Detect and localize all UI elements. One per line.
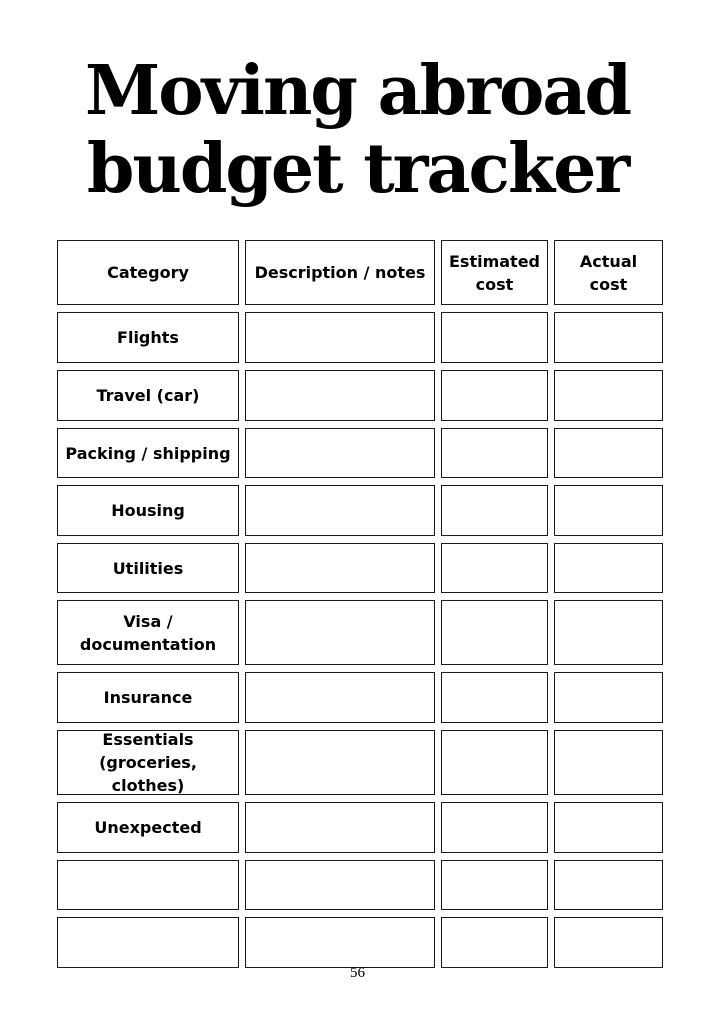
table-cell-estimated-cost[interactable] <box>441 802 548 853</box>
table-cell-description[interactable] <box>245 600 435 665</box>
table-cell-description[interactable] <box>245 802 435 853</box>
header-description <box>245 240 435 305</box>
table-cell-category <box>57 730 239 795</box>
table-cell-description[interactable] <box>245 860 435 910</box>
category-label: Unexpected <box>94 818 202 837</box>
table-cell-estimated-cost[interactable] <box>441 485 548 536</box>
category-label: Insurance <box>103 688 193 707</box>
table-cell-actual-cost[interactable] <box>554 917 663 968</box>
table-cell-description[interactable] <box>245 730 435 795</box>
table-cell-category <box>57 428 239 478</box>
title-line-1: Moving abroad <box>84 51 631 131</box>
table-cell-category <box>57 600 239 665</box>
table-cell-category <box>57 917 239 968</box>
table-cell-description[interactable] <box>245 370 435 421</box>
table-cell-description[interactable] <box>245 485 435 536</box>
table-cell-actual-cost[interactable] <box>554 600 663 665</box>
table-cell-estimated-cost[interactable] <box>441 860 548 910</box>
header-label: Category <box>107 263 189 282</box>
table-cell-actual-cost[interactable] <box>554 370 663 421</box>
header-label: Estimated cost <box>448 251 540 294</box>
table-cell-estimated-cost[interactable] <box>441 672 548 723</box>
category-label: Packing / shipping <box>65 443 231 463</box>
header-actual-cost <box>554 240 663 305</box>
table-cell-actual-cost[interactable] <box>554 428 663 478</box>
title-line-2: budget tracker <box>86 129 629 209</box>
table-cell-category <box>57 672 239 723</box>
table-cell-description[interactable] <box>245 917 435 968</box>
table-cell-description[interactable] <box>245 543 435 593</box>
table-cell-category <box>57 543 239 593</box>
table-cell-estimated-cost[interactable] <box>441 730 548 795</box>
category-label: Visa / documentation <box>79 611 217 654</box>
table-cell-actual-cost[interactable] <box>554 485 663 536</box>
table-cell-estimated-cost[interactable] <box>441 543 548 593</box>
table-cell-description[interactable] <box>245 312 435 363</box>
header-label: Description / notes <box>254 263 426 282</box>
table-cell-description[interactable] <box>245 428 435 478</box>
category-label: Travel (car) <box>96 386 200 405</box>
table-cell-actual-cost[interactable] <box>554 860 663 910</box>
table-cell-category <box>57 485 239 536</box>
table-cell-estimated-cost[interactable] <box>441 370 548 421</box>
category-label: Utilities <box>112 558 184 578</box>
table-cell-category <box>57 860 239 910</box>
header-category <box>57 240 239 305</box>
table-cell-description[interactable] <box>245 672 435 723</box>
table-cell-category <box>57 802 239 853</box>
table-cell-actual-cost[interactable] <box>554 672 663 723</box>
page-number: 56 <box>350 965 365 981</box>
page-title <box>0 52 715 208</box>
table-cell-estimated-cost[interactable] <box>441 600 548 665</box>
table-cell-estimated-cost[interactable] <box>441 917 548 968</box>
header-label: Actual cost <box>579 251 638 294</box>
table-cell-actual-cost[interactable] <box>554 312 663 363</box>
table-cell-estimated-cost[interactable] <box>441 428 548 478</box>
table-cell-actual-cost[interactable] <box>554 730 663 795</box>
category-label: Essentials (groceries, clothes) <box>99 730 197 795</box>
table-cell-category <box>57 370 239 421</box>
table-cell-actual-cost[interactable] <box>554 543 663 593</box>
category-label: Housing <box>111 501 185 520</box>
header-estimated-cost <box>441 240 548 305</box>
table-cell-estimated-cost[interactable] <box>441 312 548 363</box>
category-label: Flights <box>117 328 179 347</box>
table-cell-category <box>57 312 239 363</box>
table-cell-actual-cost[interactable] <box>554 802 663 853</box>
